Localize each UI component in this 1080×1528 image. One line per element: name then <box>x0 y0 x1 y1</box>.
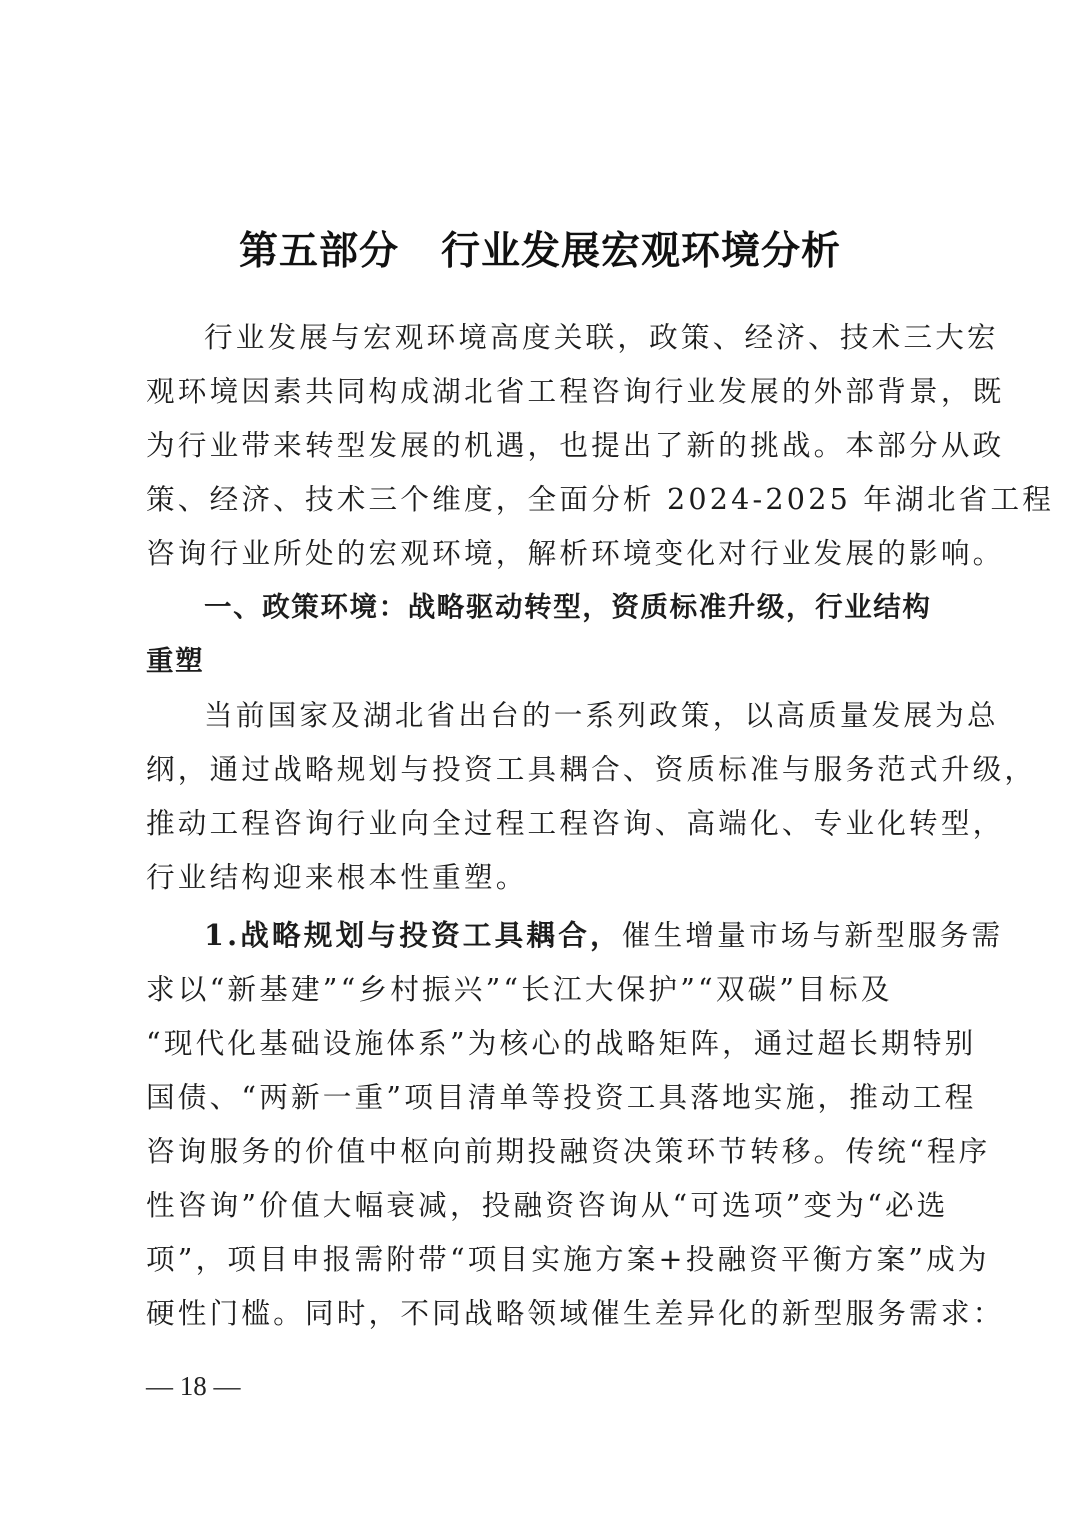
subheading-bold: 1.战略规划与投资工具耦合， <box>204 918 622 952</box>
paragraph-line: 行业结构迎来根本性重塑。 <box>146 860 528 894</box>
title-name: 行业发展宏观环境分析 <box>441 229 842 274</box>
page-number: — 18 — <box>146 1371 241 1401</box>
paragraph-line: 性咨询”价值大幅衰减，投融资咨询从“可选项”变为“必选 <box>146 1188 949 1222</box>
paragraph-line: 为行业带来转型发展的机遇，也提出了新的挑战。本部分从政 <box>146 428 1005 462</box>
paragraph-line: 观环境因素共同构成湖北省工程咨询行业发展的外部背景，既 <box>146 374 1005 408</box>
paragraph-line: 咨询行业所处的宏观环境，解析环境变化对行业发展的影响。 <box>146 536 1005 570</box>
heading-line: 一、政策环境：战略驱动转型，资质标准升级，行业结构 <box>204 591 932 623</box>
paragraph-line: 求以“新基建”“乡村振兴”“长江大保护”“双碳”目标及 <box>146 972 893 1006</box>
lead-text: 催生增量市场与新型服务需 <box>621 918 1004 952</box>
paragraph-line: 国债、“两新一重”项目清单等投资工具落地实施，推动工程 <box>146 1080 977 1114</box>
intro-paragraph <box>146 310 1055 580</box>
heading-line: 重塑 <box>146 645 205 677</box>
paragraph-line: 当前国家及湖北省出台的一系列政策，以高质量发展为总 <box>204 698 999 732</box>
section-heading <box>146 580 938 688</box>
policy-paragraph <box>146 688 1037 904</box>
paragraph-line: 纲，通过战略规划与投资工具耦合、资质标准与服务范式升级， <box>146 752 1037 786</box>
paragraph-line: 行业发展与宏观环境高度关联，政策、经济、技术三大宏 <box>204 320 999 354</box>
paragraph-line: “现代化基础设施体系”为核心的战略矩阵，通过超长期特别 <box>146 1026 977 1060</box>
title-part: 第五部分 <box>238 229 399 274</box>
paragraph-line: 项”，项目申报需附带“项目实施方案+投融资平衡方案”成为 <box>146 1242 990 1276</box>
paragraph-lead-line <box>146 908 1004 962</box>
paragraph-line: 硬性门槛。同时，不同战略领域催生差异化的新型服务需求： <box>146 1296 1005 1330</box>
paragraph-line: 策、经济、技术三个维度，全面分析 2024-2025 年湖北省工程 <box>146 482 1055 516</box>
page-title <box>0 222 1080 282</box>
paragraph-line: 推动工程咨询行业向全过程工程咨询、高端化、专业化转型， <box>146 806 1005 840</box>
strategy-paragraph <box>146 908 1005 1340</box>
paragraph-line: 咨询服务的价值中枢向前期投融资决策环节转移。传统“程序 <box>146 1134 991 1168</box>
